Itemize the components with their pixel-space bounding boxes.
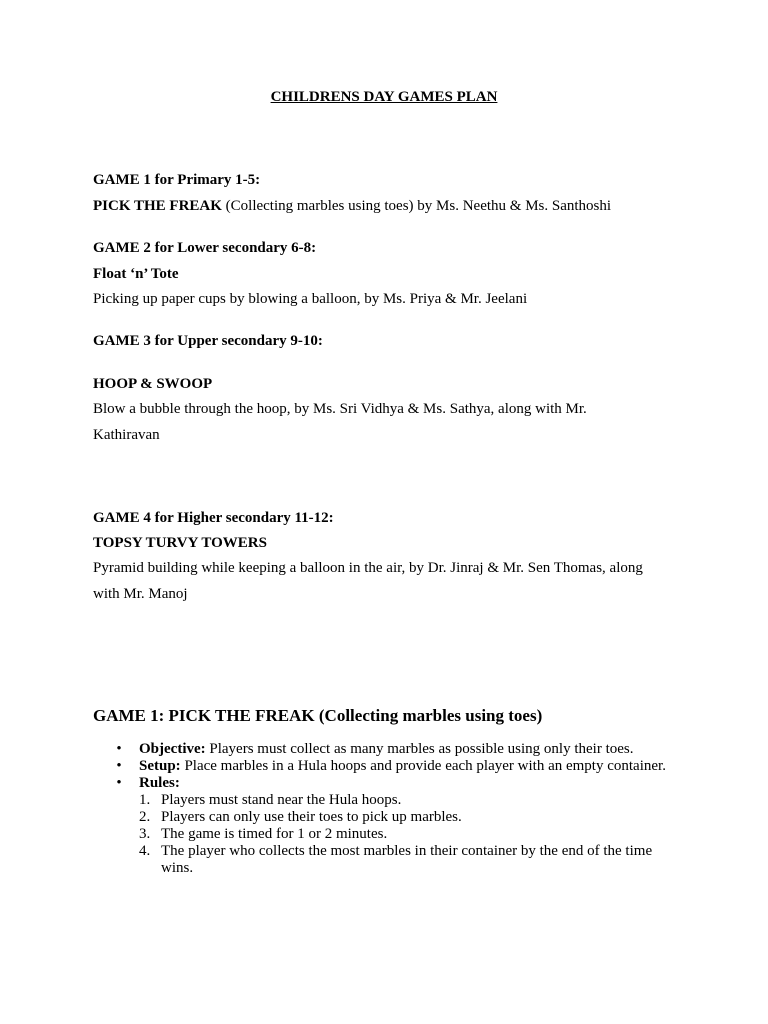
game-4-name: TOPSY TURVY TOWERS	[93, 535, 267, 551]
game-3-detail-line-1: Blow a bubble through the hoop, by Ms. Sri Vidhya & Ms. Sathya, along with Mr.	[93, 401, 587, 417]
list-item-objective	[114, 741, 674, 758]
game-2-detail: Picking up paper cups by blowing a balloon, by Ms. Priya & Mr. Jeelani	[93, 291, 528, 307]
rules-numbered-list	[114, 792, 674, 877]
game-2-heading: GAME 2 for Lower secondary 6-8:	[93, 240, 317, 256]
list-item-rules	[114, 775, 674, 792]
objective-text: Players must collect as many marbles as possible using only their toes.	[205, 741, 634, 757]
rule-number: 1.	[139, 792, 151, 808]
rule-number: 4.	[139, 843, 151, 859]
game-3-name: HOOP & SWOOP	[93, 376, 213, 392]
rule-number: 2.	[139, 809, 151, 825]
game-3-heading: GAME 3 for Upper secondary 9-10:	[93, 333, 323, 349]
rule-item	[114, 826, 674, 843]
rule-text: Players must stand near the Hula hoops.	[161, 792, 402, 808]
game-1-description	[93, 197, 611, 215]
rule-text: The game is timed for 1 or 2 minutes.	[161, 826, 388, 842]
rule-item	[114, 809, 674, 826]
game-1-rules-list	[114, 741, 674, 877]
document-title: CHILDRENS DAY GAMES PLAN	[270, 89, 498, 105]
game-1-name: PICK THE FREAK	[93, 198, 222, 214]
rule-item	[114, 843, 674, 877]
rules-label: Rules:	[139, 775, 180, 791]
rule-number: 3.	[139, 826, 151, 842]
game-4-heading: GAME 4 for Higher secondary 11-12:	[93, 510, 334, 526]
game-4-detail-line-1: Pyramid building while keeping a balloon in the air, by Dr. Jinraj & Mr. Sen Thomas, along	[93, 560, 643, 576]
bullet-icon: •	[116, 775, 122, 791]
bullet-icon: •	[116, 758, 122, 774]
objective-label: Objective:	[139, 741, 206, 757]
bullet-icon: •	[116, 741, 122, 757]
game-1-heading: GAME 1 for Primary 1-5:	[93, 172, 261, 188]
rule-item	[114, 792, 674, 809]
game-3-detail-line-2: Kathiravan	[93, 427, 160, 443]
game-2-name: Float ‘n’ Tote	[93, 266, 179, 282]
game-4-detail-line-2: with Mr. Manoj	[93, 586, 188, 602]
setup-label: Setup:	[139, 758, 181, 774]
rule-text: Players can only use their toes to pick up marbles.	[161, 809, 462, 825]
setup-text: Place marbles in a Hula hoops and provide each player with an empty container.	[180, 758, 666, 774]
game-1-detail: (Collecting marbles using toes) by Ms. Neethu & Ms. Santhoshi	[221, 198, 612, 214]
list-item-setup	[114, 758, 674, 775]
section-heading: GAME 1: PICK THE FREAK (Collecting marbles using toes)	[93, 706, 543, 725]
rule-text: The player who collects the most marbles in their container by the end of the time wins.	[161, 843, 653, 876]
